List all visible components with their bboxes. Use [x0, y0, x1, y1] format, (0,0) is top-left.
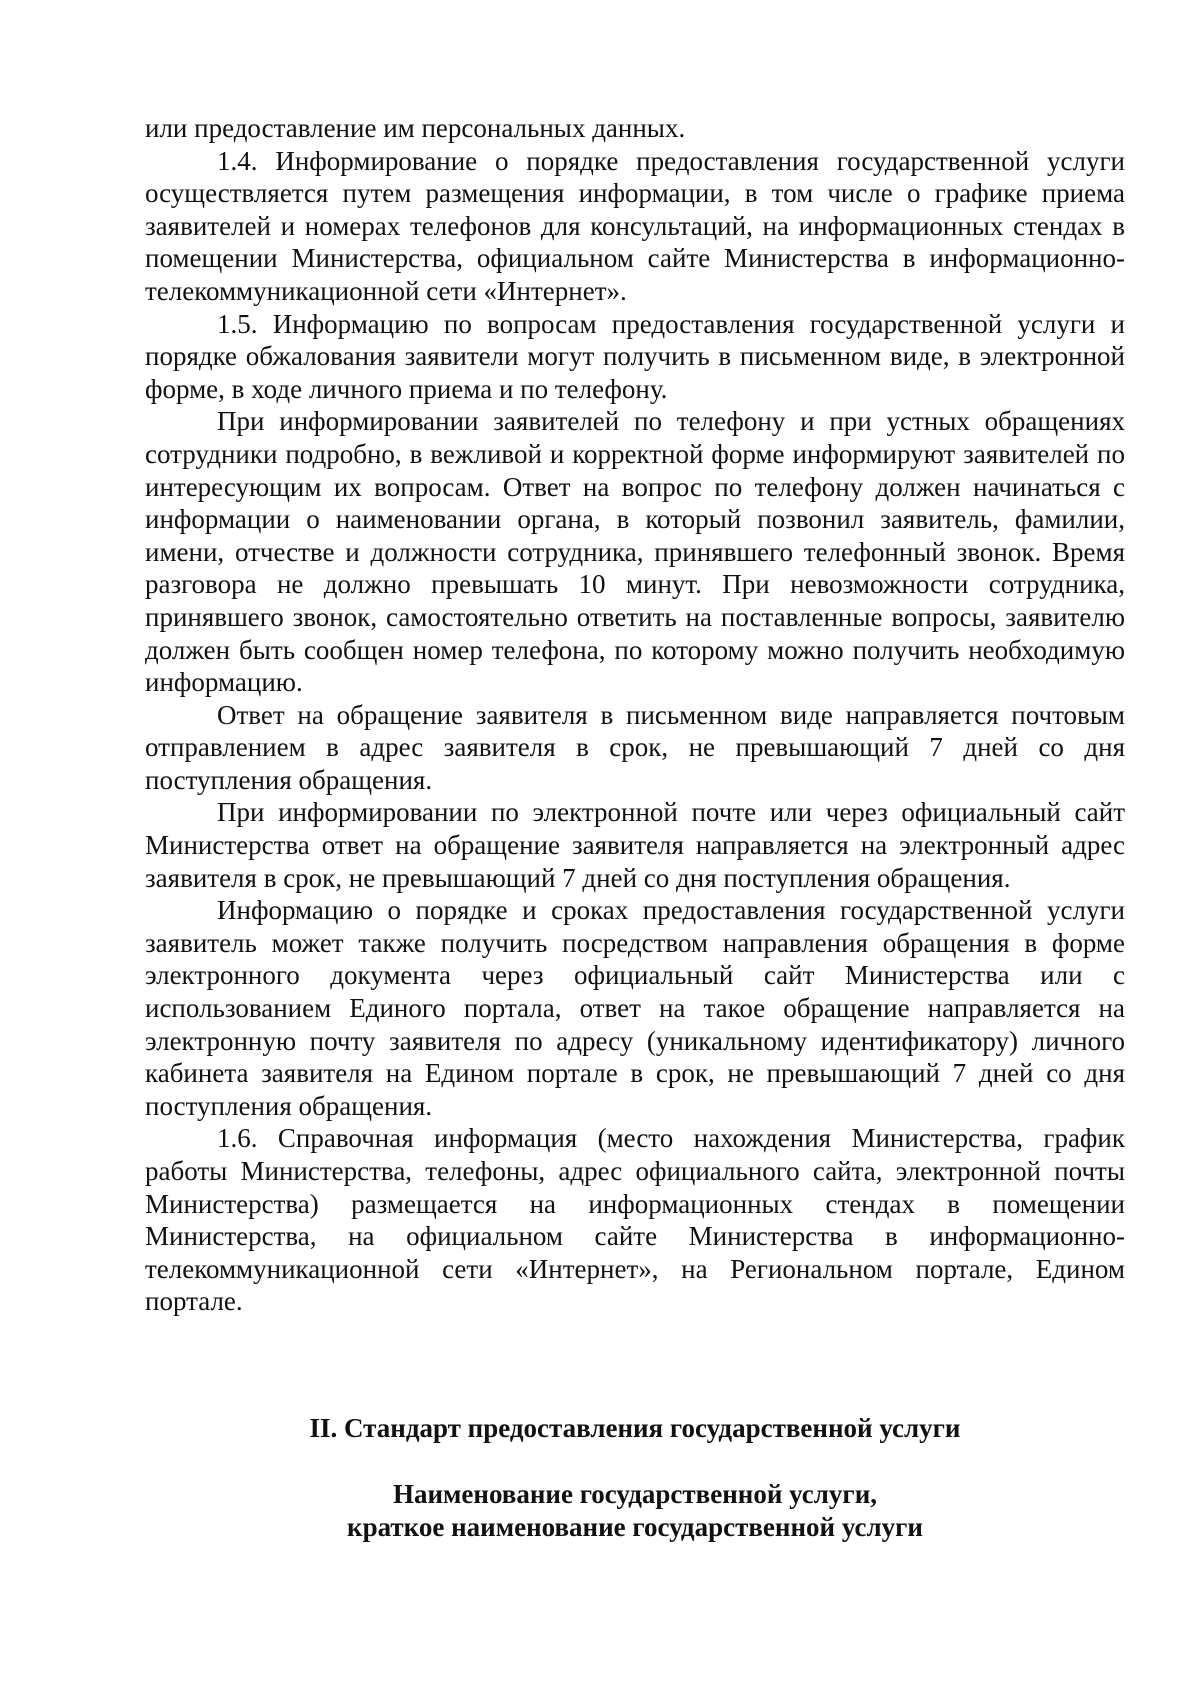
section-headings — [145, 1412, 1125, 1544]
section-heading: II. Стандарт предоставления государственной услуги — [309, 1413, 961, 1443]
paragraph-1-5: 1.5. Информацию по вопросам предоставления государственной услуги и порядке обжалования заявители могут получить в письменном виде, в электронной форме, в ходе личного приема и по телефону. — [145, 308, 1125, 404]
subheading-line-2: краткое наименование государственной услуги — [347, 1512, 923, 1542]
document-body — [145, 112, 1125, 1318]
paragraph-1-6: 1.6. Справочная информация (место нахождения Министерства, график работы Министерства, телефоны, адрес официального сайта, электронной почты Министерства) размещается на информационных стендах в помещении Министерства, на официальном сайте Министерства в информационно-телекоммуникационной сети «Интернет», на Региональном портале, Едином портале. — [145, 1123, 1125, 1317]
paragraph-phone-info: При информировании заявителей по телефону и при устных обращениях сотрудники подробно, в вежливой и корректной форме информируют заявителей по интересующим их вопросам. Ответ на вопрос по телефону должен начинаться с информации о наименовании органа, в который позвонил заявитель, фамилии, имени, отчестве и должности сотрудника, принявшего телефонный звонок. Время разговора не должно превышать 10 минут. При невозможности сотрудника, принявшего звонок, самостоятельно ответить на поставленные вопросы, заявителю должен быть сообщен номер телефона, по которому можно получить необходимую информацию. — [145, 406, 1125, 698]
paragraph-continuation: или предоставление им персональных данных. — [145, 113, 686, 143]
paragraph-email-reply: При информировании по электронной почте или через официальный сайт Министерства ответ на обращение заявителя направляется на электронный адрес заявителя в срок, не превышающий 7 дней со дня поступления обращения. — [145, 797, 1125, 893]
paragraph-electronic-document: Информацию о порядке и сроках предоставления государственной услуги заявитель может также получить посредством направления обращения в форме электронного документа через официальный сайт Министерства или с использованием Единого портала, ответ на такое обращение направляется на электронную почту заявителя по адресу (уникальному идентификатору) личного кабинета заявителя на Едином портале в срок, не превышающий 7 дней со дня поступления обращения. — [145, 895, 1125, 1121]
paragraph-1-4: 1.4. Информирование о порядке предоставления государственной услуги осуществляется путем размещения информации, в том числе о графике приема заявителей и номерах телефонов для консультаций, на информационных стендах в помещении Министерства, официальном сайте Министерства в информационно-телекоммуникационной сети «Интернет». — [145, 145, 1125, 306]
paragraph-written-reply: Ответ на обращение заявителя в письменном виде направляется почтовым отправлением в адрес заявителя в срок, не превышающий 7 дней со дня поступления обращения. — [145, 699, 1125, 795]
subheading-line-1: Наименование государственной услуги, — [392, 1479, 878, 1509]
